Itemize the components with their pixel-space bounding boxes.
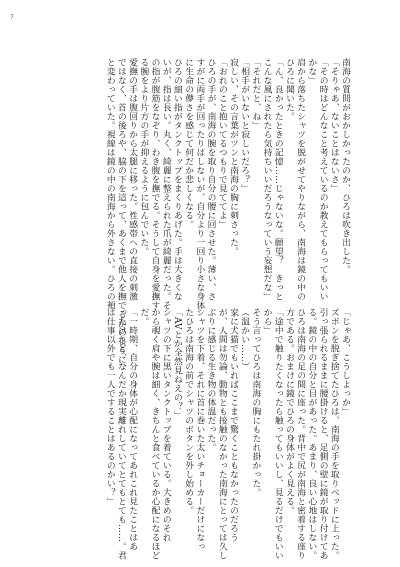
text-line: そう言ってひろは南海の胸にもたれ掛かった。 <box>250 308 261 497</box>
text-line: 「ん、良かったときの記憶……じゃないな。願望？ きっと <box>272 58 283 301</box>
text-line: 引っ張られるままに腰掛けると、足側の壁に鏡が取り付けてあ <box>317 308 328 560</box>
text-line: 「そりゃあ、ないことはないさ」 <box>328 58 339 193</box>
text-line: ぶりに感じる生き物の体温だった。 <box>205 308 216 452</box>
text-line: る。鏡の中の自分と目があった。あまり、良い心地はしない。 <box>306 308 317 560</box>
text-line: こんな風にされたら気持ちいいだろうなっていう妄想だな」 <box>261 58 272 301</box>
text-line: シャツの下に黒いタンクトップを着ている。大きめのそれ <box>160 308 171 542</box>
text-line: から」 <box>261 308 272 335</box>
text-line: すがに両手が回ったりはしないが、自分より一回り小さな身体 <box>194 58 205 310</box>
text-line: に生命の儚さを感じて何だか悲しくなる。 <box>183 58 194 229</box>
text-line: 肩から落ちたシャツを脱がせてやりながら、南海は鏡の中の <box>295 58 306 301</box>
text-line: ひろの手が、南海の腕を取り自分の腰に回させた。薄い、さ <box>205 58 216 301</box>
text-line: シャツを下着、それに首に巻いた太いチョーカーだけになっ <box>194 308 205 551</box>
text-line: 方である。おまけに鏡でひろの身体がよく見える。 <box>283 308 294 515</box>
text-line: から覗く肩や腕は細く、きちんと食べているか心配になるほど <box>149 308 160 560</box>
text-line: （温かい……） <box>239 308 250 371</box>
text-line: 「じゃあ、こうしよっか」 <box>340 308 350 416</box>
text-line: いが、指は長い。丸く、綺麗に整えられた爪が綺麗だった。そ <box>160 58 171 310</box>
text-line: ひろに聞いた。 <box>283 58 294 121</box>
text-line: の指が腹筋をなぞり、わき腹を撫でる。そうして自身を愛撫す <box>149 58 160 310</box>
text-line: 「途中で触りたくなったら触ってもいいし、見るだけでもいい <box>272 308 283 560</box>
page-number: 7 <box>10 14 14 21</box>
text-line: 「一時期、自分の身体が心配になってあれこれ見たことはあ <box>127 308 138 551</box>
text-line: たひろは南海の前でシャツのボタンを外し始める。 <box>183 308 194 515</box>
text-line: 「相手がいないと寂しいだろ？」 <box>239 58 250 193</box>
text-line: ひろの細い指がタンクトップをまくりあげた。手は大きくな <box>171 58 182 301</box>
text-line: ひろは南海の足の間に座った。背中で尻が南海と密着する座り <box>295 308 306 560</box>
text-line: る腕をより片方の手が抑えるように包んでいた。 <box>138 58 149 256</box>
text-line: ズボンを脱ぎ捨てたひろは、南海の手を取りベッドに上った。 <box>328 308 339 560</box>
text-line: ではなく、首の後ろや、脇の下を這って、あくまで他人を撫でるかのように、 <box>115 58 126 373</box>
text-line: が、人間は勿論、動物とも接触のなかった南海にとっては久し <box>216 308 227 560</box>
text-line: 「AVとか全然見ねえの？」 <box>171 308 182 420</box>
text-line: 寂しい、その言葉がツンと南海の胸に刺さった。 <box>227 58 238 256</box>
text-line: だ。 <box>138 308 149 326</box>
bottom-text-block <box>104 308 350 560</box>
text-line: 「それだと、ね」 <box>250 58 261 130</box>
text-line: ったけれど、なんだか現実離れしていてとてもとても……。君 <box>115 308 126 560</box>
text-line: は仕事以外でも一人ですることはあるのかい？」 <box>104 308 115 506</box>
text-line: 「おれのこと抱いてるつもりで見ててよ」 <box>216 58 227 229</box>
text-line: と変わっていた。視線は鏡の中の南海から外さない。ひろの頬 <box>104 58 115 310</box>
text-line: 南海の質問がおかしかったのか、ひろは吹き出した。 <box>340 58 350 274</box>
text-line: 家に犬猫でもいればここまで驚くこともなかったのだろう <box>227 308 238 542</box>
text-line: 愛撫の手は腹回りから太腿に移った。性感帯への直接の刺激 <box>127 58 138 301</box>
text-line: 「その時はどんなこと考えているのか教えてもらってもいい <box>317 58 328 301</box>
text-line: かな」 <box>306 58 317 85</box>
